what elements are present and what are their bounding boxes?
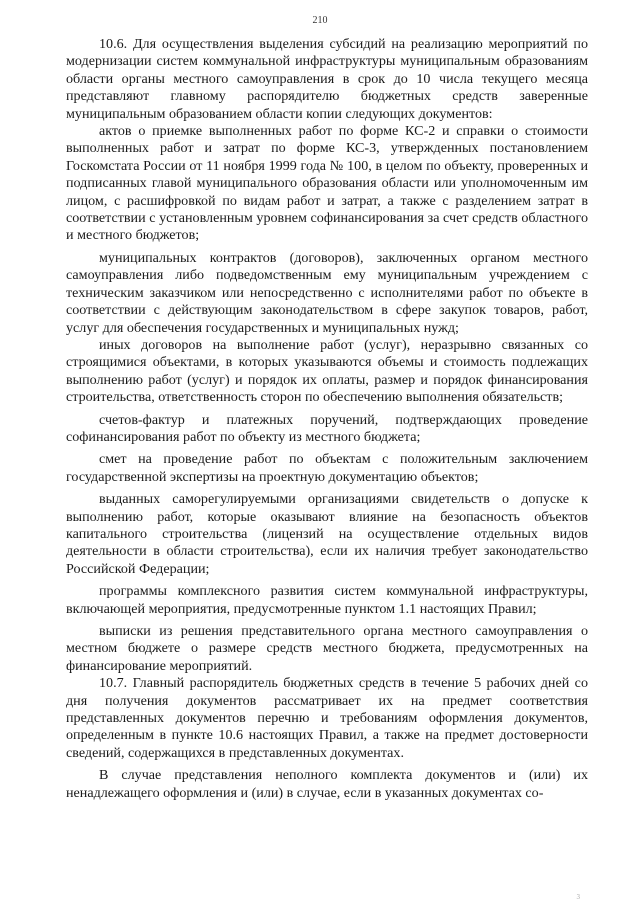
list-item-estimates: смет на проведение работ по объектам с положительным заключением государственной экспертизы на проектную документацию объектов; — [66, 451, 588, 485]
list-item-ks2-acts: актов о приемке выполненных работ по форме КС-2 и справки о стоимости выполненных работ и затрат по форме КС-3, утвержденных постановлением Госкомстата России от 11 ноября 1999 года № 100, в целом по объекту, проверенных и подписанных главой муниципального образования области или уполномоченным им лицом, с расшифровкой по видам работ и затрат, а также с разделением затрат в соответствии с установленным уровнем софинансирования за счет средств областного и местного бюджетов; — [66, 123, 588, 244]
list-item-budget-extract: выписки из решения представительного органа местного самоуправления о местном бюджете о размере средств местного бюджета, предусмотренных на финансирование мероприятий. — [66, 623, 588, 674]
list-item-invoices: счетов-фактур и платежных поручений, подтверждающих проведение софинансирования работ по объекту из местного бюджета; — [66, 411, 588, 445]
page-number: 210 — [312, 15, 328, 26]
paragraph-incomplete-docs: В случае представления неполного комплекта документов и (или) их ненадлежащего оформления и (или) в случае, если в указанных документах со- — [66, 767, 588, 801]
list-item-other-contracts: иных договоров на выполнение работ (услуг), неразрывно связанных со строящимися объектами, в которых указываются объемы и стоимость подлежащих выполнению работ (услуг) и порядок их оплаты, размер и порядок финансирования строительства, ответственность сторон по обеспечению выполнения обязательств; — [66, 336, 588, 406]
paragraph-10-7: 10.7. Главный распорядитель бюджетных средств в течение 5 рабочих дней со дня получения документов рассматривает их на предмет соответствия представленных документов перечню и требованиям оформления документов, определенным в пункте 10.6 настоящих Правил, а также на предмет достоверности сведений, содержащихся в представленных документах. — [66, 675, 588, 761]
paragraph-10-6: 10.6. Для осуществления выделения субсидий на реализацию мероприятий по модернизации систем коммунальной инфраструктуры муниципальным образованиям области органы местного самоуправления в срок до 10 числа текущего месяца представляют главному распорядителю бюджетных средств заверенные муниципальным образованием области копии следующих документов: — [66, 36, 588, 122]
list-item-municipal-contracts: муниципальных контрактов (договоров), заключенных органом местного самоуправления либо подведомственным ему муниципальным учреждением с техническим заказчиком или непосредственно с исполнителями работ по объекте в соответствии с действующим законодательством в сфере закупок товаров, работ, услуг для обеспечения государственных и муниципальных нужд; — [66, 249, 588, 336]
document-body — [66, 36, 588, 802]
list-item-certificates: выданных саморегулируемыми организациями свидетельств о допуске к выполнению работ, которые оказывают влияние на безопасность объектов капитального строительства (лицензий на осуществление отдельных видов деятельности в области строительства), если их наличия требует законодательство Российской Федерации; — [66, 491, 588, 577]
corner-mark: 3 — [576, 893, 580, 901]
list-item-program: программы комплексного развития систем коммунальной инфраструктуры, включающей мероприятия, предусмотренные пунктом 1.1 настоящих Правил; — [66, 583, 588, 617]
